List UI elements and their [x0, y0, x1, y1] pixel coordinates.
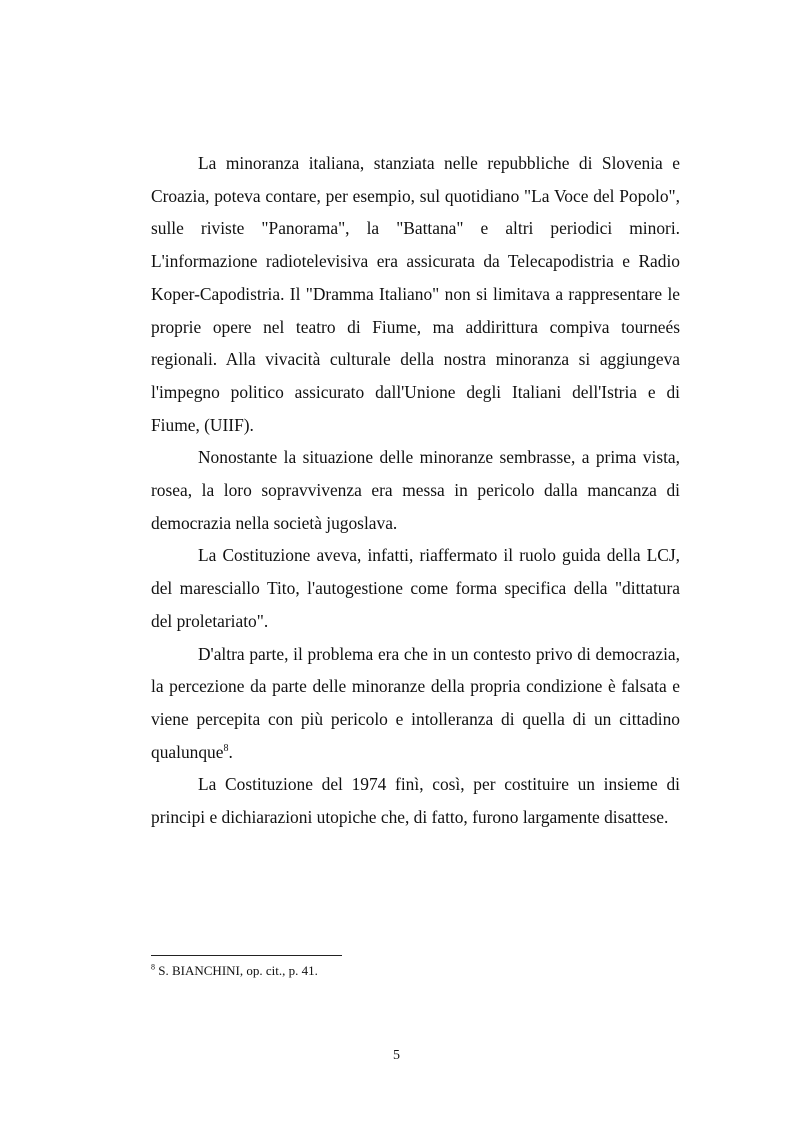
body-text — [151, 147, 680, 834]
footnote-reference[interactable]: 8 — [223, 742, 229, 754]
footnote-mark: 8 — [151, 962, 155, 972]
paragraph-1: La minoranza italiana, stanziata nelle repubbliche di Slovenia e Croazia, poteva contare, per esempio, sul quotidiano "La Voce del Popolo", sulle riviste "Panorama", la "Battana" e altri periodici minori. L'informazione radiotelevisiva era assicurata da Telecapodistria e Radio Koper-Capodistria. Il "Dramma Italiano" non si limitava a rappresentare le proprie opere nel teatro di Fiume, ma addirittura compiva tourneés regionali. Alla vivacità culturale della nostra minoranza si aggiungeva l'impegno politico assicurato dall'Unione degli Italiani dell'Istria e di Fiume, (UIIF). — [151, 153, 680, 435]
paragraph-4-text: D'altra parte, il problema era che in un contesto privo di democrazia, la percezione da parte delle minoranze della propria condizione è falsata e viene percepita con più pericolo e intolleranza di quella di un cittadino qualunque — [151, 643, 680, 762]
footnote-text: S. BIANCHINI, op. cit., p. 41. — [155, 963, 318, 978]
paragraph-5: La Costituzione del 1974 finì, così, per costituire un insieme di principi e dichiarazioni utopiche che, di fatto, furono largamente disattese. — [151, 774, 680, 828]
paragraph-4 — [151, 638, 680, 769]
paragraph-2: Nonostante la situazione delle minoranze sembrasse, a prima vista, rosea, la loro sopravvivenza era messa in pericolo dalla mancanza di democrazia nella società jugoslava. — [151, 447, 680, 533]
page-number: 5 — [393, 1048, 400, 1063]
footnote-divider — [151, 955, 342, 956]
paragraph-3: La Costituzione aveva, infatti, riaffermato il ruolo guida della LCJ, del maresciallo Tito, l'autogestione come forma specifica della "dittatura del proletariato". — [151, 545, 680, 631]
paragraph-4-end: . — [228, 741, 233, 762]
footnote — [151, 962, 680, 980]
